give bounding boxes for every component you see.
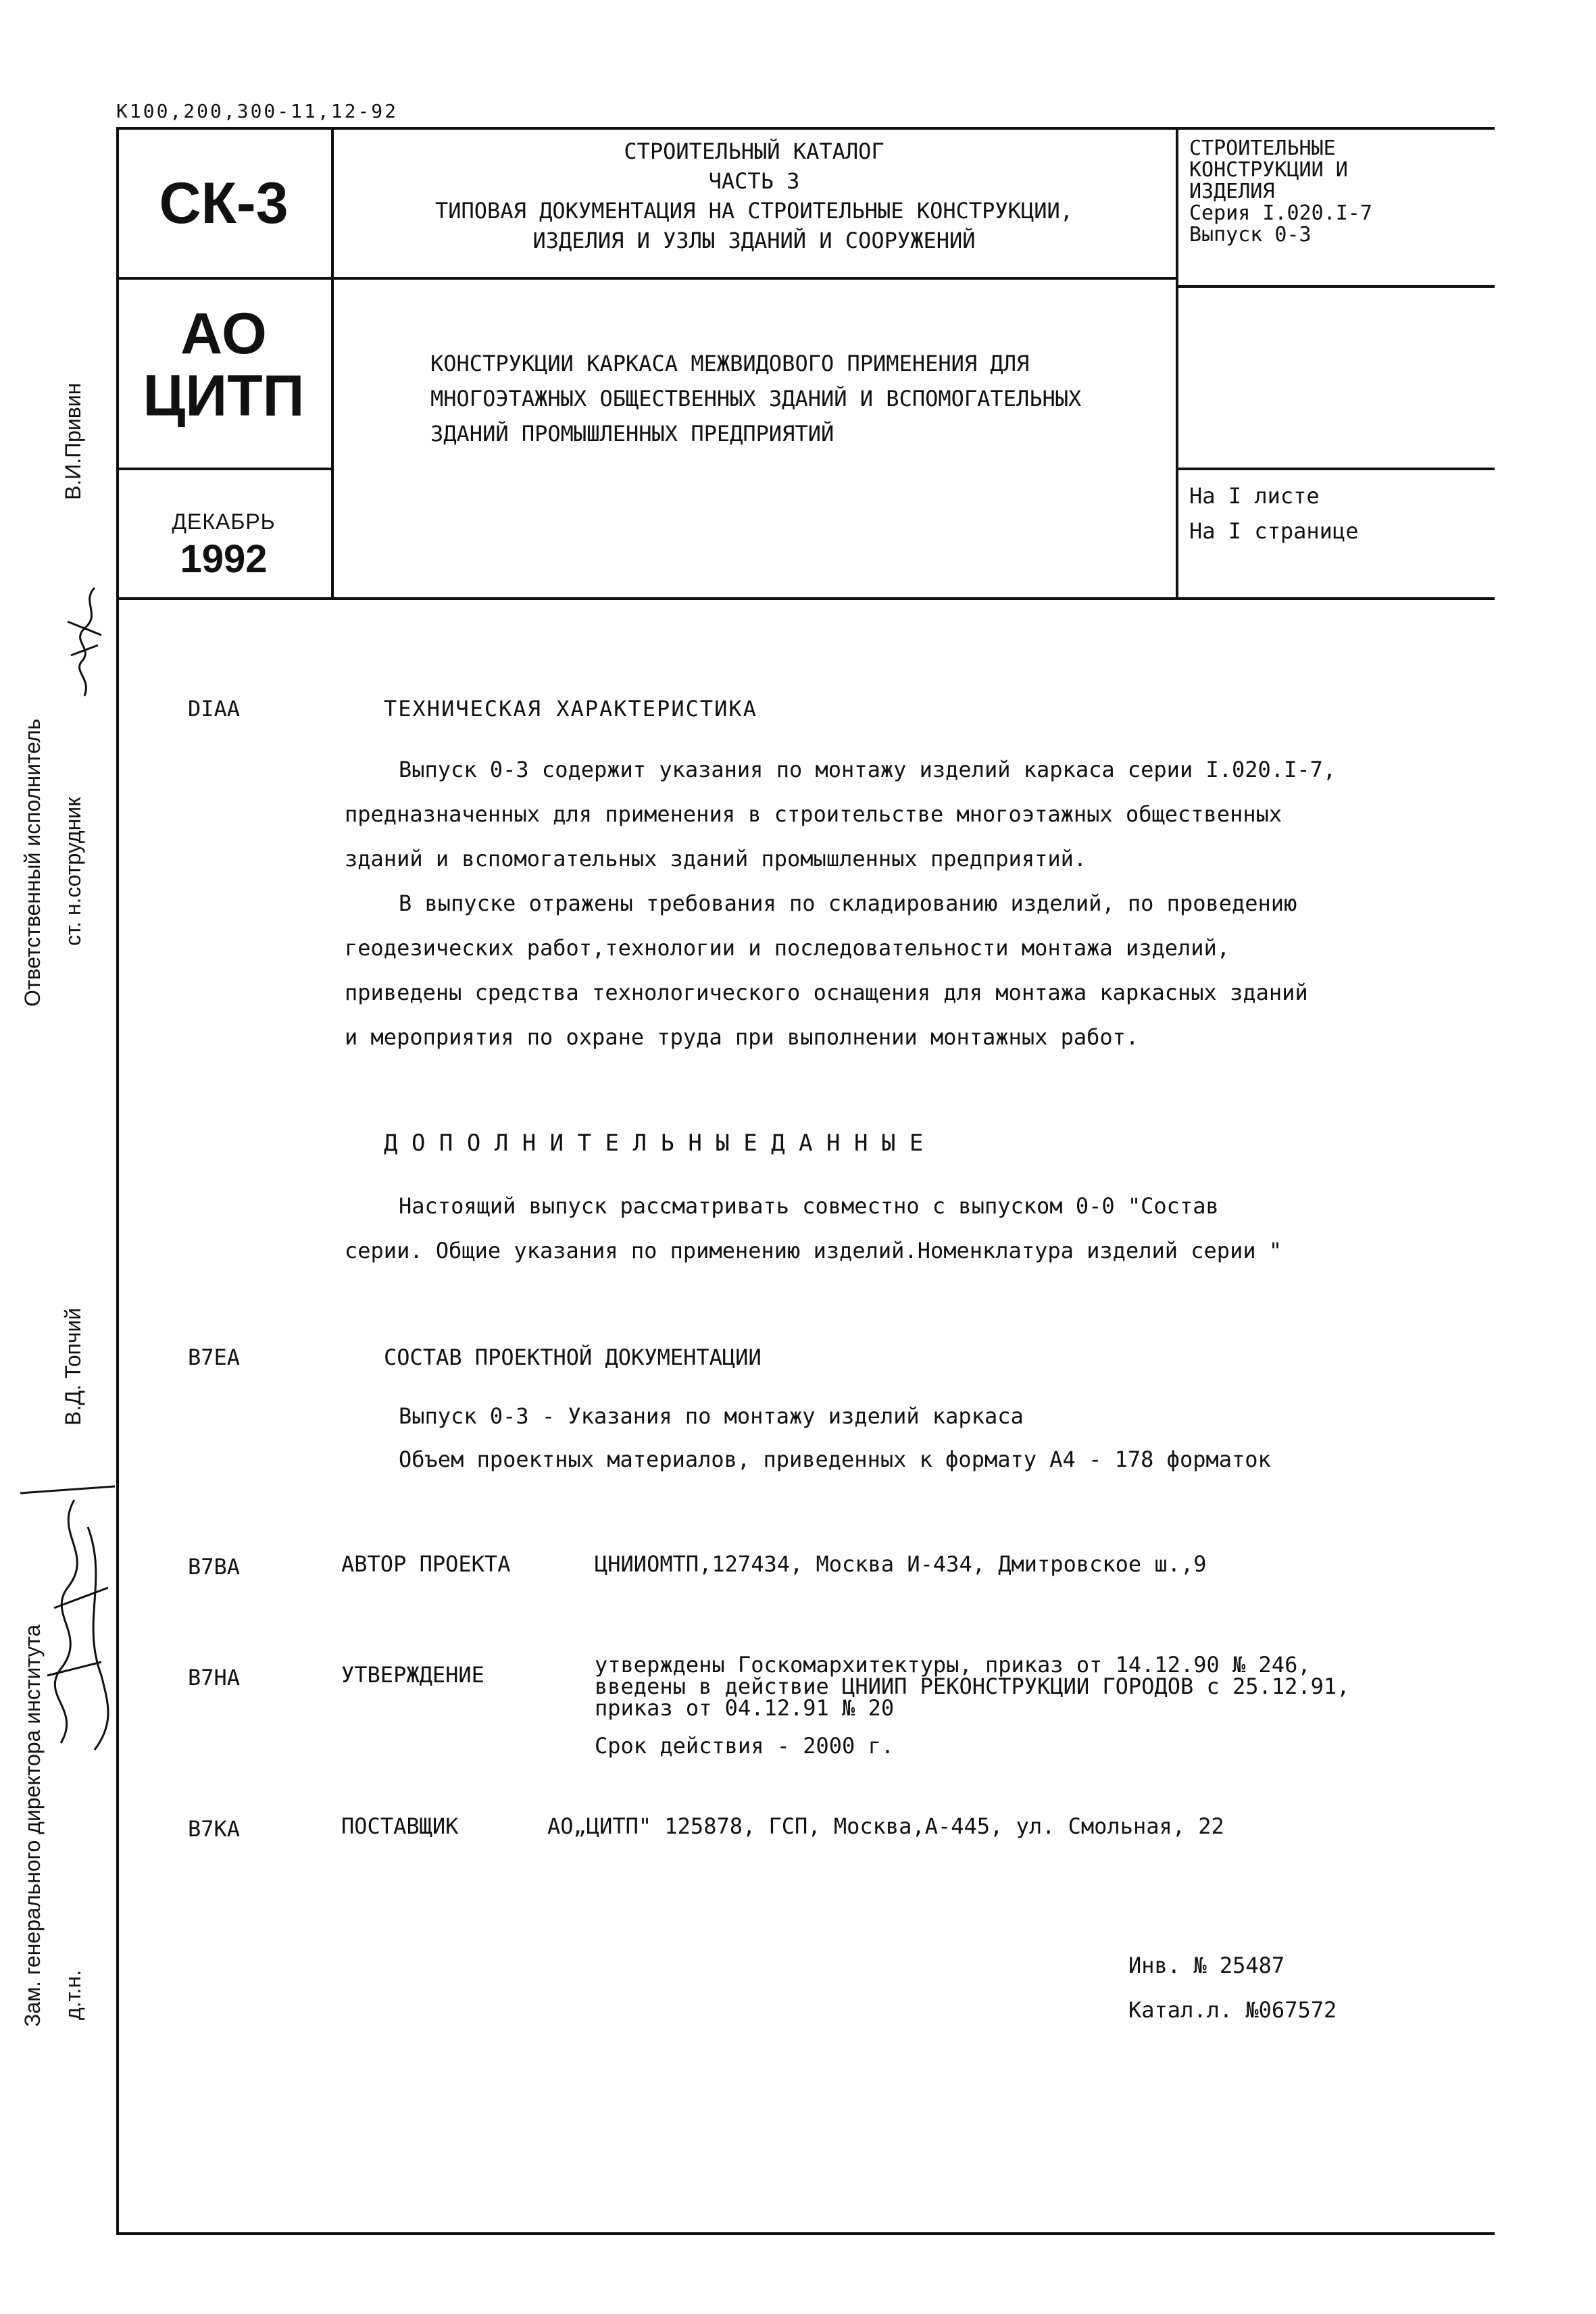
catalog-line-4: ИЗДЕЛИЯ И УЗЛЫ ЗДАНИЙ И СООРУЖЕНИЙ <box>532 228 976 253</box>
series-info <box>1189 138 1487 246</box>
tech-line-3: зданий и вспомогательных зданий промышленных предприятий. <box>345 846 1087 872</box>
catalog-sheet-number: Катал.л. №067572 <box>1128 1997 1337 2023</box>
supplier-code: В7КА <box>188 1816 241 1842</box>
additional-paragraph <box>345 1184 1480 1273</box>
tech-line-4: В выпуске отражены требования по складированию изделий, по проведению <box>399 890 1297 916</box>
tech-line-7: и мероприятия по охране труда при выполнении монтажных работ. <box>345 1024 1139 1050</box>
margin-responsible-role: Ответственный исполнитель <box>20 718 45 1007</box>
tech-paragraph <box>345 747 1480 1059</box>
composition-code: В7ЕА <box>188 1344 241 1370</box>
series-title-line-3: ЗДАНИЙ ПРОМЫШЛЕННЫХ ПРЕДПРИЯТИЙ <box>430 421 834 447</box>
sheet-count-line-2: На I странице <box>1189 518 1359 544</box>
sk-code: СК-3 <box>159 171 289 236</box>
tech-section-code: DIAA <box>188 696 241 722</box>
header-row-line-2 <box>116 468 332 470</box>
signature-responsible <box>54 581 115 703</box>
approval-line-4: Срок действия - 2000 г. <box>595 1733 895 1759</box>
catalog-line-3: ТИПОВАЯ ДОКУМЕНТАЦИЯ НА СТРОИТЕЛЬНЫЕ КОНСТРУКЦИИ, <box>434 198 1073 224</box>
approval-label: УТВЕРЖДЕНИЕ <box>341 1662 484 1688</box>
header-row-line-4 <box>1176 468 1495 470</box>
header-divider-2 <box>1176 130 1178 597</box>
org-line-2: ЦИТП <box>143 363 305 428</box>
header-row-line-3 <box>1176 285 1495 288</box>
supplier-label: ПОСТАВЩИК <box>341 1813 459 1839</box>
additional-line-2: серии. Общие указания по применению изделий.Номенклатура изделий серии " <box>345 1238 1282 1263</box>
catalog-line-2: ЧАСТЬ 3 <box>708 168 800 194</box>
tech-line-5: геодезических работ,технологии и последовательности монтажа изделий, <box>345 935 1230 961</box>
series-info-line-2: КОНСТРУКЦИИ И <box>1189 158 1348 182</box>
series-info-line-5: Выпуск 0-3 <box>1189 223 1312 247</box>
series-title-line-1: КОНСТРУКЦИИ КАРКАСА МЕЖВИДОВОГО ПРИМЕНЕНИЯ ДЛЯ <box>430 351 1030 376</box>
header-row-line-1 <box>116 277 1177 280</box>
margin-responsible-title: ст. н.сотрудник <box>61 797 85 946</box>
additional-line-1: Настоящий выпуск рассматривать совместно с выпуском 0-0 "Состав <box>399 1193 1219 1219</box>
header-month: ДЕКАБРЬ <box>172 509 276 534</box>
tech-line-2: предназначенных для применения в строительстве многоэтажных общественных <box>345 801 1282 827</box>
margin-approver-name: В.Д. Топчий <box>61 1307 85 1426</box>
author-value: ЦНИИОМТП,127434, Москва И-434, Дмитровское ш.,9 <box>595 1551 1207 1577</box>
composition-title: СОСТАВ ПРОЕКТНОЙ ДОКУМЕНТАЦИИ <box>384 1344 762 1370</box>
margin-responsible-name: В.И.Привин <box>61 382 85 500</box>
frame-bottom-line <box>116 2232 1495 2235</box>
series-info-line-4: Серия I.020.I-7 <box>1189 201 1372 225</box>
series-title-line-2: МНОГОЭТАЖНЫХ ОБЩЕСТВЕННЫХ ЗДАНИЙ И ВСПОМОГАТЕЛЬНЫХ <box>430 386 1082 411</box>
org-name <box>116 303 331 427</box>
signature-deputy <box>14 1473 122 1757</box>
catalog-title <box>334 136 1174 255</box>
approval-line-1: утверждены Госкомархитектуры, приказ от 14.12.90 № 246, <box>595 1652 1311 1678</box>
header-year: 1992 <box>180 537 268 581</box>
catalog-line-1: СТРОИТЕЛЬНЫЙ КАТАЛОГ <box>624 139 884 164</box>
margin-deputy-degree: д.т.н. <box>61 1969 85 2020</box>
tech-line-6: приведены средства технологического оснащения для монтажа каркасных зданий <box>345 980 1308 1005</box>
series-title <box>430 346 1167 451</box>
author-label: АВТОР ПРОЕКТА <box>341 1551 511 1577</box>
supplier-value: АО„ЦИТП" 125878, ГСП, Москва,А-445, ул. Смольная, 22 <box>547 1813 1224 1839</box>
additional-title: Д О П О Л Н И Т Е Л Ь Н Ы Е Д А Н Н Ы Е <box>384 1130 924 1157</box>
document-code: К100,200,300-11,12-92 <box>116 100 399 122</box>
series-info-line-1: СТРОИТЕЛЬНЫЕ <box>1189 136 1336 160</box>
series-info-line-3: ИЗДЕЛИЯ <box>1189 180 1275 203</box>
author-code: В7ВА <box>188 1554 241 1580</box>
approval-body <box>595 1654 1349 1757</box>
inventory-number: Инв. № 25487 <box>1128 1953 1285 1978</box>
approval-line-2: введены в действие ЦНИИП РЕКОНСТРУКЦИИ ГОРОДОВ с 25.12.91, <box>595 1674 1350 1699</box>
tech-line-1: Выпуск 0-3 содержит указания по монтажу изделий каркаса серии I.020.I-7, <box>399 757 1337 782</box>
sheet-count <box>1189 478 1487 549</box>
tech-section-title: ТЕХНИЧЕСКАЯ ХАРАКТЕРИСТИКА <box>384 696 757 722</box>
composition-line-2: Объем проектных материалов, приведенных к формату А4 - 178 форматок <box>399 1447 1271 1472</box>
header-block <box>116 127 1495 600</box>
composition-line-1: Выпуск 0-3 - Указания по монтажу изделий каркаса <box>399 1403 1024 1429</box>
composition-body <box>399 1394 1271 1481</box>
margin-deputy-role: Зам. генерального директора института <box>20 1624 45 2027</box>
inventory-block <box>1128 1943 1337 2032</box>
sheet-count-line-1: На I листе <box>1189 483 1320 509</box>
org-line-1: АО <box>180 301 267 366</box>
approval-line-3: приказ от 04.12.91 № 20 <box>595 1695 895 1721</box>
approval-code: В7НА <box>188 1665 241 1690</box>
